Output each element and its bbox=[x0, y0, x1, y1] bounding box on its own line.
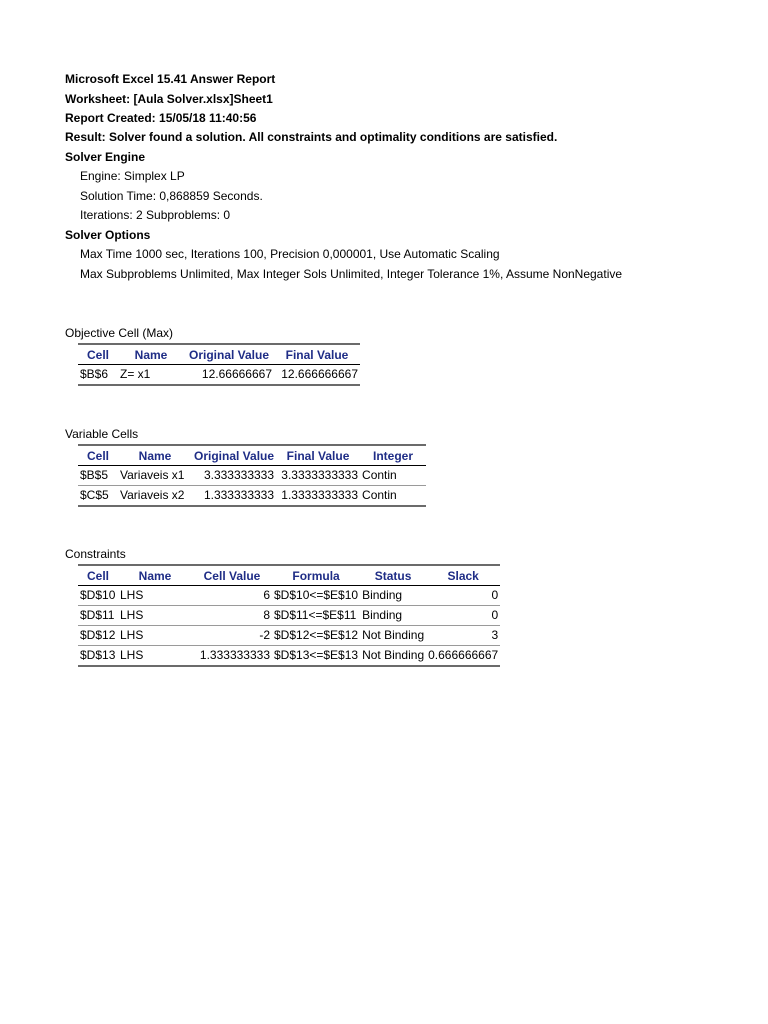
cell-value: -2 bbox=[192, 626, 272, 646]
col-header-cell-value: Cell Value bbox=[192, 565, 272, 586]
col-header-formula: Formula bbox=[272, 565, 360, 586]
cell-name: LHS bbox=[118, 646, 192, 667]
table-row bbox=[78, 606, 500, 626]
cell-name: LHS bbox=[118, 626, 192, 646]
col-header-name: Name bbox=[118, 445, 192, 466]
final-value: 3.3333333333 bbox=[276, 466, 360, 486]
col-header-name: Name bbox=[118, 565, 192, 586]
formula: $D$11<=$E$11 bbox=[272, 606, 360, 626]
report-title: Microsoft Excel 15.41 Answer Report bbox=[65, 72, 276, 86]
cell-value: 6 bbox=[192, 586, 272, 606]
cell-ref: $D$12 bbox=[78, 626, 118, 646]
col-header-final-value: Final Value bbox=[276, 445, 360, 466]
final-value: 12.666666667 bbox=[274, 365, 360, 386]
status: Binding bbox=[360, 586, 426, 606]
col-header-cell: Cell bbox=[78, 445, 118, 466]
col-header-name: Name bbox=[118, 344, 184, 365]
options-line-1: Max Time 1000 sec, Iterations 100, Precision 0,000001, Use Automatic Scaling bbox=[80, 247, 500, 261]
solver-engine-heading: Solver Engine bbox=[65, 150, 146, 164]
col-header-final-value: Final Value bbox=[274, 344, 360, 365]
formula: $D$12<=$E$12 bbox=[272, 626, 360, 646]
table-row bbox=[78, 365, 360, 386]
report-created: Report Created: 15/05/18 11:40:56 bbox=[65, 111, 257, 125]
cell-ref: $B$5 bbox=[78, 466, 118, 486]
col-header-integer: Integer bbox=[360, 445, 426, 466]
variables-table bbox=[78, 444, 426, 507]
slack: 0.666666667 bbox=[426, 646, 500, 667]
cell-name: LHS bbox=[118, 606, 192, 626]
original-value: 3.333333333 bbox=[192, 466, 276, 486]
status: Not Binding bbox=[360, 626, 426, 646]
cell-ref: $D$11 bbox=[78, 606, 118, 626]
slack: 3 bbox=[426, 626, 500, 646]
original-value: 12.66666667 bbox=[184, 365, 274, 386]
table-row bbox=[78, 586, 500, 606]
slack: 0 bbox=[426, 586, 500, 606]
table-row bbox=[78, 626, 500, 646]
table-row bbox=[78, 646, 500, 667]
cell-name: Z= x1 bbox=[118, 365, 184, 386]
status: Binding bbox=[360, 606, 426, 626]
col-header-original-value: Original Value bbox=[184, 344, 274, 365]
status: Not Binding bbox=[360, 646, 426, 667]
cell-name: LHS bbox=[118, 586, 192, 606]
solution-time-line: Solution Time: 0,868859 Seconds. bbox=[80, 189, 263, 203]
cell-value: 1.333333333 bbox=[192, 646, 272, 667]
cell-ref: $B$6 bbox=[78, 365, 118, 386]
objective-table bbox=[78, 343, 360, 386]
constraints-table bbox=[78, 564, 500, 667]
objective-section-title: Objective Cell (Max) bbox=[65, 326, 174, 340]
final-value: 1.3333333333 bbox=[276, 486, 360, 507]
slack: 0 bbox=[426, 606, 500, 626]
col-header-cell: Cell bbox=[78, 565, 118, 586]
solver-options-heading: Solver Options bbox=[65, 228, 151, 242]
variables-section-title: Variable Cells bbox=[65, 427, 139, 441]
col-header-cell: Cell bbox=[78, 344, 118, 365]
cell-value: 8 bbox=[192, 606, 272, 626]
original-value: 1.333333333 bbox=[192, 486, 276, 507]
cell-ref: $D$13 bbox=[78, 646, 118, 667]
table-row bbox=[78, 486, 426, 507]
report-worksheet: Worksheet: [Aula Solver.xlsx]Sheet1 bbox=[65, 92, 273, 106]
report-result: Result: Solver found a solution. All constraints and optimality conditions are satisfied. bbox=[65, 130, 558, 144]
constraints-section-title: Constraints bbox=[65, 547, 126, 561]
cell-name: Variaveis x2 bbox=[118, 486, 192, 507]
integer-type: Contin bbox=[360, 466, 426, 486]
cell-ref: $C$5 bbox=[78, 486, 118, 507]
options-line-2: Max Subproblems Unlimited, Max Integer Sols Unlimited, Integer Tolerance 1%, Assume NonNegative bbox=[80, 267, 623, 281]
cell-name: Variaveis x1 bbox=[118, 466, 192, 486]
col-header-original-value: Original Value bbox=[192, 445, 276, 466]
integer-type: Contin bbox=[360, 486, 426, 507]
formula: $D$13<=$E$13 bbox=[272, 646, 360, 667]
col-header-status: Status bbox=[360, 565, 426, 586]
table-row bbox=[78, 466, 426, 486]
engine-line: Engine: Simplex LP bbox=[80, 169, 185, 183]
col-header-slack: Slack bbox=[426, 565, 500, 586]
cell-ref: $D$10 bbox=[78, 586, 118, 606]
iterations-line: Iterations: 2 Subproblems: 0 bbox=[80, 208, 231, 222]
formula: $D$10<=$E$10 bbox=[272, 586, 360, 606]
